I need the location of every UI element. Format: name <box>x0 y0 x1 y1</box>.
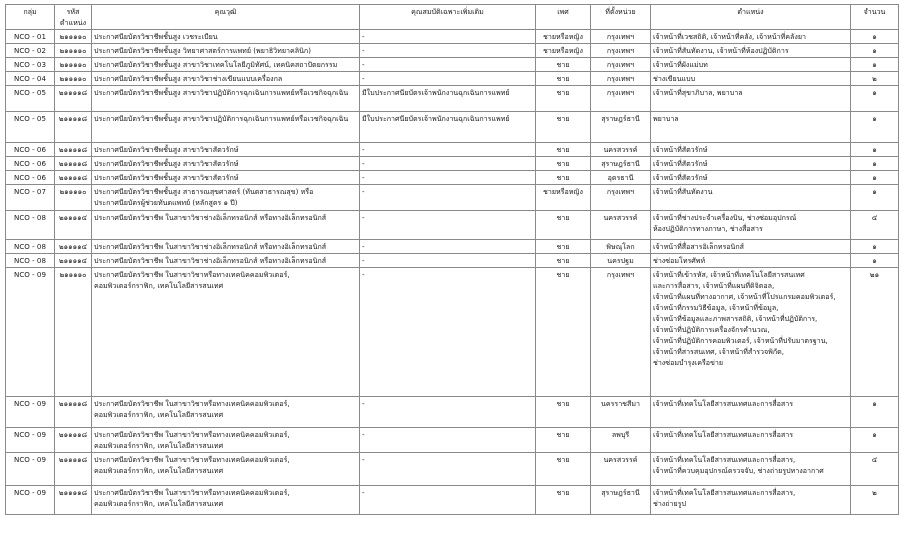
cell-qualification: ประกาศนียบัตรวิชาชีพชั้นสูง สาขาวิชาช่างเขียนแบบเครื่องกล <box>92 72 360 86</box>
table-row <box>6 86 899 112</box>
cell-location: ลพบุรี <box>591 428 651 453</box>
cell-group: NCO - 09 <box>6 397 55 428</box>
cell-count: ๑ <box>851 143 899 157</box>
cell-count: ๑ <box>851 171 899 185</box>
cell-special: - <box>360 157 536 171</box>
cell-location: สุราษฎร์ธานี <box>591 112 651 143</box>
table-row <box>6 185 899 211</box>
cell-qualification: ประกาศนียบัตรวิชาชีพ ในสาขาวิชาหรือทางเทคนิคคอมพิวเตอร์, คอมพิวเตอร์กราฟิก, เทคโนโลยีสารสนเทศ <box>92 268 360 397</box>
cell-count: ๑ <box>851 240 899 254</box>
cell-qualification: ประกาศนียบัตรวิชาชีพ ในสาขาวิชาหรือทางเทคนิคคอมพิวเตอร์, คอมพิวเตอร์กราฟิก, เทคโนโลยีสารสนเทศ <box>92 397 360 428</box>
cell-special: - <box>360 240 536 254</box>
table-row <box>6 428 899 453</box>
cell-qualification: ประกาศนียบัตรวิชาชีพชั้นสูง สาขาวิชาปฏิบัติการฉุกเฉินการแพทย์หรือเวชกิจฉุกเฉิน <box>92 112 360 143</box>
table-row <box>6 171 899 185</box>
cell-position: เจ้าหน้าที่เข้ารหัส, เจ้าหน้าที่เทคโนโลยีสารสนเทศ และการสื่อสาร, เจ้าหน้าที่แผนที่ดิจิตอล, เจ้าหน้าที่แผนที่ทางอากาศ, เจ้าหน้าที่โปรแกรมคอมพิวเตอร์, เจ้าหน้าที่กรรมวิธีข้อมูล, เจ้าหน้าที่ข้อมูล, เจ้าหน้าที่ข้อมูลและภาพสารสถิติ, เจ้าหน้าที่ปฏิบัติการ, เจ้าหน้าที่ปฏิบัติการเครื่องจักรคำนวณ, เจ้าหน้าที่ปฏิบัติการคอมพิวเตอร์, เจ้าหน้าที่ปรับมาตรฐาน, เจ้าหน้าที่สารสนเทศ, เจ้าหน้าที่สำรวจพิกัด, ช่างซ่อมบำรุงเครือข่าย <box>651 268 851 397</box>
cell-qualification: ประกาศนียบัตรวิชาชีพชั้นสูง วิทยาศาสตร์การแพทย์ (พยาธิวิทยาคลินิก) <box>92 44 360 58</box>
cell-special: - <box>360 211 536 240</box>
cell-count: ๒ <box>851 486 899 515</box>
cell-code: ๒๑๑๑๑๘ <box>55 86 92 112</box>
cell-code: ๒๑๑๑๑๘ <box>55 112 92 143</box>
cell-position: เจ้าหน้าที่เทคโนโลยีสารสนเทศและการสื่อสาร <box>651 428 851 453</box>
header-qualification: คุณวุฒิ <box>92 5 360 30</box>
cell-count: ๑ <box>851 30 899 44</box>
cell-count: ๑ <box>851 44 899 58</box>
table-row <box>6 254 899 268</box>
cell-code: ๒๑๑๑๑๘ <box>55 171 92 185</box>
cell-position: พยาบาล <box>651 112 851 143</box>
table-row <box>6 211 899 240</box>
cell-special: - <box>360 268 536 397</box>
table-row <box>6 143 899 157</box>
cell-sex: ชาย <box>536 72 591 86</box>
cell-location: นครสวรรค์ <box>591 143 651 157</box>
cell-qualification: ประกาศนียบัตรวิชาชีพ ในสาขาวิชาช่างอิเล็กทรอนิกส์ หรือทางอิเล็กทรอนิกส์ <box>92 240 360 254</box>
table-row <box>6 486 899 515</box>
cell-qualification: ประกาศนียบัตรวิชาชีพชั้นสูง สาธารณสุขศาสตร์ (ทันตสาธารณสุข) หรือ ประกาศนียบัตรผู้ช่วยทันตแพทย์ (หลักสูตร ๑ ปี) <box>92 185 360 211</box>
cell-position: ช่างเขียนแบบ <box>651 72 851 86</box>
cell-code: ๒๑๑๑๑๘ <box>55 143 92 157</box>
cell-special: มีใบประกาศนียบัตรเจ้าพนักงานฉุกเฉินการแพทย์ <box>360 86 536 112</box>
cell-location: อุดรธานี <box>591 171 651 185</box>
cell-special: - <box>360 171 536 185</box>
cell-sex: ชาย <box>536 211 591 240</box>
cell-position: เจ้าหน้าที่สันทัดงาน, เจ้าหน้าที่ห้องปฏิบัติการ <box>651 44 851 58</box>
cell-special: - <box>360 58 536 72</box>
cell-count: ๑ <box>851 157 899 171</box>
cell-group: NCO - 08 <box>6 254 55 268</box>
cell-group: NCO - 09 <box>6 428 55 453</box>
cell-special: - <box>360 72 536 86</box>
cell-location: กรุงเทพฯ <box>591 268 651 397</box>
cell-position: เจ้าหน้าที่ช่างประจำเครื่องบิน, ช่างซ่อมอุปกรณ์ ห้องปฏิบัติการทางภาษา, ช่างสื่อสาร <box>651 211 851 240</box>
cell-position: เจ้าหน้าที่สัตวรักษ์ <box>651 171 851 185</box>
cell-position: เจ้าหน้าที่เทคโนโลยีสารสนเทศและการสื่อสาร, เจ้าหน้าที่ควบคุมอุปกรณ์ตรวจจับ, ช่างถ่ายรูปทางอากาศ <box>651 453 851 486</box>
cell-location: กรุงเทพฯ <box>591 86 651 112</box>
cell-group: NCO - 09 <box>6 453 55 486</box>
header-location: ที่ตั้งหน่วย <box>591 5 651 30</box>
cell-position: เจ้าหน้าที่เวชสถิติ, เจ้าหน้าที่คลัง, เจ้าหน้าที่คลังยา <box>651 30 851 44</box>
cell-code: ๒๑๑๑๑๔ <box>55 240 92 254</box>
cell-location: กรุงเทพฯ <box>591 58 651 72</box>
cell-group: NCO - 06 <box>6 143 55 157</box>
cell-qualification: ประกาศนียบัตรวิชาชีพ ในสาขาวิชาหรือทางเทคนิคคอมพิวเตอร์, คอมพิวเตอร์กราฟิก, เทคโนโลยีสารสนเทศ <box>92 428 360 453</box>
cell-count: ๑ <box>851 58 899 72</box>
cell-special: - <box>360 486 536 515</box>
table-row <box>6 72 899 86</box>
cell-position: เจ้าหน้าที่เทคโนโลยีสารสนเทศและการสื่อสาร, ช่างถ่ายรูป <box>651 486 851 515</box>
table-body <box>6 30 899 515</box>
cell-group: NCO - 05 <box>6 112 55 143</box>
cell-count: ๑ <box>851 254 899 268</box>
positions-table <box>5 4 899 515</box>
cell-code: ๒๑๑๑๑๘ <box>55 428 92 453</box>
cell-special: - <box>360 397 536 428</box>
cell-code: ๒๑๑๑๑๘ <box>55 486 92 515</box>
table-row <box>6 44 899 58</box>
cell-sex: ชาย <box>536 486 591 515</box>
table-row <box>6 240 899 254</box>
cell-code: ๒๑๑๑๑๐ <box>55 58 92 72</box>
cell-sex: ชาย <box>536 58 591 72</box>
cell-group: NCO - 06 <box>6 171 55 185</box>
cell-count: ๒๑ <box>851 268 899 397</box>
cell-sex: ชาย <box>536 171 591 185</box>
cell-position: ช่างซ่อมโทรศัพท์ <box>651 254 851 268</box>
cell-sex: ชาย <box>536 453 591 486</box>
cell-sex: ชาย <box>536 86 591 112</box>
cell-sex: ชายหรือหญิง <box>536 30 591 44</box>
cell-sex: ชาย <box>536 254 591 268</box>
cell-location: สุราษฎร์ธานี <box>591 486 651 515</box>
cell-location: กรุงเทพฯ <box>591 72 651 86</box>
cell-special: - <box>360 143 536 157</box>
cell-qualification: ประกาศนียบัตรวิชาชีพชั้นสูง สาขาวิชาเทคโนโลยีภูมิทัศน์, เทคนิคสถาปัตยกรรม <box>92 58 360 72</box>
header-count: จำนวน <box>851 5 899 30</box>
cell-count: ๑ <box>851 428 899 453</box>
cell-sex: ชาย <box>536 268 591 397</box>
table-row <box>6 268 899 397</box>
cell-group: NCO - 09 <box>6 486 55 515</box>
cell-location: นครปฐม <box>591 254 651 268</box>
cell-count: ๑ <box>851 397 899 428</box>
cell-sex: ชาย <box>536 143 591 157</box>
cell-special: มีใบประกาศนียบัตรเจ้าพนักงานฉุกเฉินการแพทย์ <box>360 112 536 143</box>
header-group: กลุ่ม <box>6 5 55 30</box>
cell-group: NCO - 05 <box>6 86 55 112</box>
cell-position: เจ้าหน้าที่สื่อสารอิเล็กทรอนิกส์ <box>651 240 851 254</box>
cell-qualification: ประกาศนียบัตรวิชาชีพชั้นสูง สาขาวิชาสัตวรักษ์ <box>92 157 360 171</box>
cell-sex: ชาย <box>536 240 591 254</box>
cell-count: ๔ <box>851 453 899 486</box>
cell-code: ๒๑๑๑๑๔ <box>55 254 92 268</box>
cell-sex: ชาย <box>536 157 591 171</box>
cell-sex: ชาย <box>536 112 591 143</box>
table-row <box>6 30 899 44</box>
cell-sex: ชาย <box>536 428 591 453</box>
cell-count: ๑ <box>851 185 899 211</box>
header-sex: เพศ <box>536 5 591 30</box>
cell-qualification: ประกาศนียบัตรวิชาชีพชั้นสูง เวชระเบียน <box>92 30 360 44</box>
table-row <box>6 112 899 143</box>
cell-position: เจ้าหน้าที่สัตวรักษ์ <box>651 143 851 157</box>
cell-count: ๔ <box>851 211 899 240</box>
cell-location: นครสวรรค์ <box>591 453 651 486</box>
cell-qualification: ประกาศนียบัตรวิชาชีพชั้นสูง สาขาวิชาสัตวรักษ์ <box>92 143 360 157</box>
cell-special: - <box>360 44 536 58</box>
cell-code: ๒๑๑๑๑๐ <box>55 72 92 86</box>
cell-position: เจ้าหน้าที่สันทัดงาน <box>651 185 851 211</box>
cell-location: พิษณุโลก <box>591 240 651 254</box>
cell-code: ๒๑๑๑๑๘ <box>55 397 92 428</box>
cell-group: NCO - 04 <box>6 72 55 86</box>
cell-location: กรุงเทพฯ <box>591 30 651 44</box>
table-row <box>6 58 899 72</box>
cell-count: ๒ <box>851 72 899 86</box>
cell-location: กรุงเทพฯ <box>591 44 651 58</box>
cell-group: NCO - 09 <box>6 268 55 397</box>
cell-special: - <box>360 453 536 486</box>
cell-code: ๒๑๑๑๑๔ <box>55 211 92 240</box>
cell-position: เจ้าหน้าที่สุขาภิบาล, พยาบาล <box>651 86 851 112</box>
cell-code: ๒๑๑๑๑๐ <box>55 30 92 44</box>
cell-group: NCO - 08 <box>6 211 55 240</box>
cell-group: NCO - 07 <box>6 185 55 211</box>
cell-group: NCO - 01 <box>6 30 55 44</box>
header-special: คุณสมบัติเฉพาะเพิ่มเติม <box>360 5 536 30</box>
cell-qualification: ประกาศนียบัตรวิชาชีพ ในสาขาวิชาช่างอิเล็กทรอนิกส์ หรือทางอิเล็กทรอนิกส์ <box>92 211 360 240</box>
cell-position: เจ้าหน้าที่สัตวรักษ์ <box>651 157 851 171</box>
header-row <box>6 5 899 30</box>
cell-code: ๒๑๑๑๑๘ <box>55 157 92 171</box>
table-row <box>6 157 899 171</box>
cell-group: NCO - 06 <box>6 157 55 171</box>
cell-group: NCO - 02 <box>6 44 55 58</box>
cell-qualification: ประกาศนียบัตรวิชาชีพ ในสาขาวิชาหรือทางเทคนิคคอมพิวเตอร์, คอมพิวเตอร์กราฟิก, เทคโนโลยีสารสนเทศ <box>92 486 360 515</box>
header-code: รหัส ตำแหน่ง <box>55 5 92 30</box>
cell-location: สุราษฎร์ธานี <box>591 157 651 171</box>
cell-count: ๑ <box>851 86 899 112</box>
cell-sex: ชาย <box>536 397 591 428</box>
cell-qualification: ประกาศนียบัตรวิชาชีพ ในสาขาวิชาหรือทางเทคนิคคอมพิวเตอร์, คอมพิวเตอร์กราฟิก, เทคโนโลยีสารสนเทศ <box>92 453 360 486</box>
header-position: ตำแหน่ง <box>651 5 851 30</box>
cell-code: ๒๑๑๑๑๐ <box>55 268 92 397</box>
cell-special: - <box>360 185 536 211</box>
cell-sex: ชายหรือหญิง <box>536 44 591 58</box>
cell-sex: ชายหรือหญิง <box>536 185 591 211</box>
cell-position: เจ้าหน้าที่เทคโนโลยีสารสนเทศและการสื่อสาร <box>651 397 851 428</box>
cell-location: นครสวรรค์ <box>591 211 651 240</box>
cell-qualification: ประกาศนียบัตรวิชาชีพชั้นสูง สาขาวิชาสัตวรักษ์ <box>92 171 360 185</box>
cell-position: เจ้าหน้าที่ผังแม่บท <box>651 58 851 72</box>
cell-code: ๒๑๑๑๑๐ <box>55 44 92 58</box>
cell-special: - <box>360 30 536 44</box>
cell-location: กรุงเทพฯ <box>591 185 651 211</box>
cell-qualification: ประกาศนียบัตรวิชาชีพชั้นสูง สาขาวิชาปฏิบัติการฉุกเฉินการแพทย์หรือเวชกิจฉุกเฉิน <box>92 86 360 112</box>
cell-special: - <box>360 254 536 268</box>
cell-location: นครราชสีมา <box>591 397 651 428</box>
table-row <box>6 397 899 428</box>
cell-group: NCO - 03 <box>6 58 55 72</box>
cell-code: ๒๑๑๑๑๐ <box>55 185 92 211</box>
cell-code: ๒๑๑๑๑๘ <box>55 453 92 486</box>
table-row <box>6 453 899 486</box>
cell-special: - <box>360 428 536 453</box>
cell-group: NCO - 08 <box>6 240 55 254</box>
cell-qualification: ประกาศนียบัตรวิชาชีพ ในสาขาวิชาช่างอิเล็กทรอนิกส์ หรือทางอิเล็กทรอนิกส์ <box>92 254 360 268</box>
cell-count: ๑ <box>851 112 899 143</box>
